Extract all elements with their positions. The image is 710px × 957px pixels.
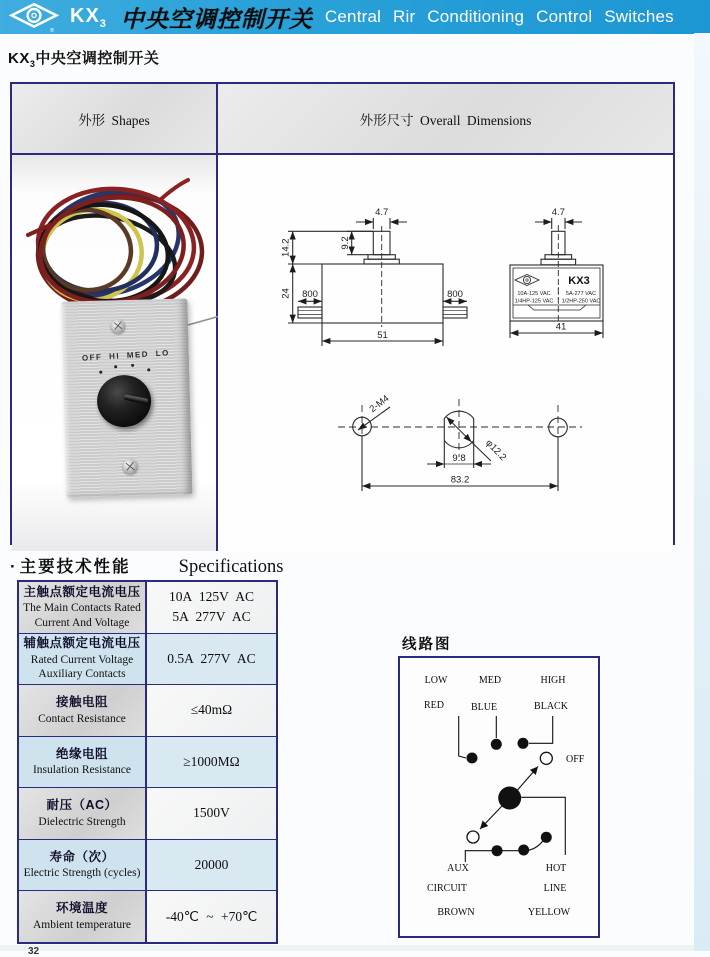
heading-bullet: ·	[10, 557, 16, 576]
dim-front-wire-left: 800	[302, 289, 318, 300]
spec-label-en: Contact Resistance	[38, 712, 126, 725]
svg-text:®: ®	[50, 28, 55, 35]
spec-value: 0.5A 277V AC	[167, 650, 256, 666]
dim-holes-flat-width: 9.8	[452, 453, 466, 464]
label-brown: BROWN	[437, 907, 475, 918]
rotor-common	[498, 787, 521, 810]
spec-label-en: Electric Strength (cycles)	[23, 867, 141, 880]
contact-bottom-3	[541, 832, 552, 843]
spec-label-en: Insulation Resistance	[32, 764, 132, 777]
side-rating-r1: 5A-277 VAC	[565, 291, 597, 297]
circuit-diagram-svg	[400, 658, 597, 935]
spec-value: 10A 125V AC	[168, 589, 255, 605]
dial-dot-icon	[131, 364, 134, 367]
side-label-model: KX3	[568, 275, 590, 287]
label-blue: BLUE	[470, 702, 498, 713]
label-yellow: YELLOW	[527, 907, 571, 918]
header-bar	[0, 0, 710, 34]
contact-bottom-1	[492, 845, 503, 856]
contact-med	[491, 739, 502, 750]
spec-label-en: Ambient temperature	[32, 918, 132, 931]
specifications-heading-cn: 主要技术性能	[19, 558, 131, 576]
label-off: OFF	[566, 754, 585, 765]
spec-row-dielectric-strength	[19, 787, 276, 839]
spec-row-ambient-temperature	[19, 890, 276, 942]
dial-dot-icon	[99, 371, 102, 374]
spec-label-cn: 辅触点额定电流电压	[23, 636, 141, 651]
page-title	[8, 47, 159, 69]
switch-plate	[61, 298, 192, 497]
brand-model-sub: 3	[99, 17, 107, 30]
spec-label-cn: 寿命（次）	[49, 849, 115, 864]
page-title-model-sub: 3	[29, 59, 36, 69]
spec-label-cn: 主触点额定电流电压	[23, 584, 141, 599]
off-contact	[540, 752, 552, 764]
side-rating-r2: 1/2HP-250 VAC	[561, 298, 601, 305]
dim-front-body-width: 51	[377, 330, 388, 341]
brand-model-text: KX	[70, 4, 100, 27]
aux-contact	[467, 831, 479, 843]
rotary-knob	[96, 374, 151, 427]
dial-dot-icon	[114, 365, 117, 368]
dim-front-shaft-height: 9.2	[340, 236, 351, 250]
spec-label-cn: 耐压（AC）	[46, 798, 118, 813]
dim-side-body-width: 41	[555, 321, 567, 333]
page-number: 32	[28, 946, 40, 957]
specifications-table	[17, 580, 278, 944]
spec-row-main-contacts	[19, 582, 276, 633]
spec-value: ≥1000MΩ	[183, 753, 240, 769]
dim-side-shaft-width: 4.7	[551, 207, 565, 218]
col-header-dimensions: 外形尺寸 Overall Dimensions	[218, 84, 673, 153]
spec-row-aux-contacts	[19, 633, 276, 685]
side-rating-l1: 10A-125 VAC	[517, 291, 551, 297]
screw-bottom-icon	[123, 459, 138, 474]
label-hot: HOT	[545, 863, 567, 874]
label-med: MED	[478, 675, 502, 686]
spec-label-en: The Main Contacts Rated Current And Voltage	[23, 602, 141, 629]
label-aux: AUX	[447, 863, 469, 874]
screw-top-icon	[111, 319, 125, 333]
spec-value: 1500V	[193, 805, 230, 821]
spec-label-cn: 环境温度	[55, 901, 108, 916]
dim-front-shaft-width: 4.7	[375, 207, 389, 218]
spec-value: ≤40mΩ	[190, 702, 233, 718]
col-header-shapes: 外形 Shapes	[12, 84, 218, 153]
spec-label-en: Rated Current Voltage Auxiliary Contacts	[30, 653, 134, 681]
spec-label-en: Dielectric Strength	[38, 815, 126, 828]
header-title-en: Central Rir Conditioning Control Switches	[324, 7, 674, 26]
specifications-heading-en: Specifications	[178, 557, 284, 577]
dimension-drawings	[218, 155, 673, 551]
label-line: LINE	[543, 883, 567, 894]
label-high: HIGH	[540, 675, 566, 686]
spec-value-line2: 5A 277V AC	[172, 609, 251, 625]
circuit-diagram-heading: 线路图	[402, 637, 452, 653]
header-title-cn: 中央空调控制开关	[120, 5, 313, 32]
brand-model	[70, 5, 107, 30]
contact-bottom-2	[518, 845, 529, 856]
page-edge-tint	[694, 33, 710, 951]
contact-low	[467, 753, 478, 764]
page-title-model: KX	[8, 50, 30, 67]
spec-row-insulation-resistance	[19, 736, 276, 788]
product-photo	[12, 155, 218, 551]
shapes-table-body-row	[12, 155, 673, 551]
page-title-suffix: 中央空调控制开关	[35, 50, 160, 67]
label-red: RED	[424, 700, 444, 711]
spec-row-life-cycles	[19, 839, 276, 891]
specifications-heading	[10, 553, 283, 578]
dial-positions-label: OFF HI MED LO	[81, 348, 171, 363]
dim-holes-diameter: φ12.2	[483, 437, 509, 463]
spec-label-cn: 接触电阻	[55, 694, 108, 709]
brand-diamond-logo-icon	[6, 1, 62, 33]
dim-front-head-height: 14.2	[280, 238, 292, 257]
dim-front-wire-right: 800	[447, 289, 463, 300]
dim-holes-span: 83.2	[450, 474, 470, 486]
dimension-drawings-svg	[218, 155, 673, 546]
label-black: BLACK	[534, 701, 568, 712]
spec-value: 20000	[194, 857, 229, 873]
spec-row-contact-resistance	[19, 684, 276, 736]
label-circuit: CIRCUIT	[427, 883, 467, 894]
spec-value: -40℃ ~ +70℃	[165, 908, 258, 924]
label-low: LOW	[424, 675, 448, 686]
circuit-diagram	[398, 656, 600, 938]
dial-dot-icon	[147, 368, 150, 371]
side-rating-l2: 1/4HP-125 VAC	[514, 298, 554, 305]
spec-label-cn: 绝缘电阻	[55, 746, 108, 761]
dim-holes-screw-label: 2-M4	[367, 393, 392, 416]
dim-front-body-height: 24	[280, 288, 292, 299]
contact-high	[518, 738, 529, 749]
shapes-table-header-row	[12, 84, 673, 155]
shapes-dimensions-table	[10, 82, 675, 545]
